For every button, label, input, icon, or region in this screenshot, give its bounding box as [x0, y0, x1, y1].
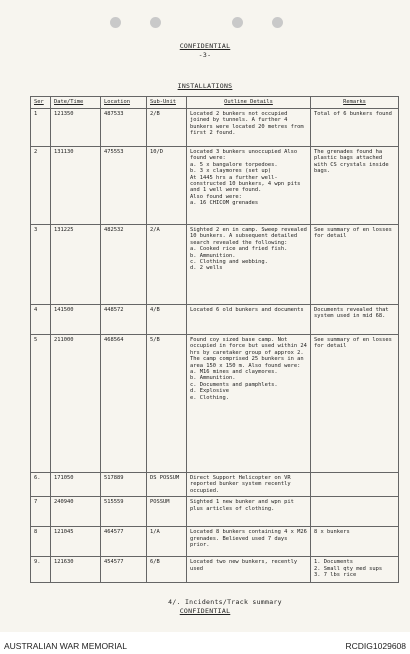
table-row — [31, 527, 399, 557]
cell-details: Located 8 bunkers containing 4 x M26 grenades. Believed used 7 days prior. — [187, 527, 311, 557]
cell-details: Located 3 bunkers unoccupied Also found were: a. 5 x bangalore torpedoes. b. 3 x claymores (set up) At 1445 hrs a further well-constructed 10 bunkers, 4 wpn pits and 1 well were found. Also found were: a. 16 CHICOM grenades — [187, 147, 311, 225]
document-title: INSTALLATIONS — [177, 82, 233, 90]
col-header-ser: Ser — [31, 97, 51, 109]
cell-date: 171050 — [51, 473, 101, 497]
cell-unit: 6/B — [147, 557, 187, 583]
cell-remarks: 8 x bunkers — [311, 527, 399, 557]
cell-location: 487533 — [101, 109, 147, 147]
classification-top: CONFIDENTIAL — [179, 42, 231, 50]
binder-hole — [232, 17, 243, 28]
classification-bottom: CONFIDENTIAL — [179, 607, 231, 615]
cell-ser: 3 — [31, 225, 51, 305]
binder-hole — [110, 17, 121, 28]
cell-date: 131225 — [51, 225, 101, 305]
col-header-details: Outline Details — [187, 97, 311, 109]
cell-remarks: The grenades found ha plastic bags attached with CS crystals inside bags. — [311, 147, 399, 225]
footer-institution: AUSTRALIAN WAR MEMORIAL — [4, 641, 127, 651]
table-row — [31, 557, 399, 583]
cell-ser: 4 — [31, 305, 51, 335]
cell-date: 121045 — [51, 527, 101, 557]
cell-location: 468564 — [101, 335, 147, 473]
installations-table — [30, 96, 399, 583]
next-page-note: 4/. Incidents/Track summary — [168, 598, 282, 606]
table-row — [31, 335, 399, 473]
cell-date: 141500 — [51, 305, 101, 335]
cell-details: Direct Support Helicopter on VR reported bunker system recently occupied. — [187, 473, 311, 497]
cell-details: Sighted 1 new bunker and wpn pit plus articles of clothing. — [187, 497, 311, 527]
cell-location: 464577 — [101, 527, 147, 557]
binder-hole — [150, 17, 161, 28]
table-row — [31, 147, 399, 225]
cell-date: 121630 — [51, 557, 101, 583]
cell-details: Sighted 2 en in camp. Sweep revealed 10 bunkers. A subsequent detailed search revealed the following: a. Cooked rice and fried fish. b. Ammunition. c. Clothing and webbing. d. 2 wells — [187, 225, 311, 305]
cell-unit: 4/B — [147, 305, 187, 335]
cell-unit: 5/B — [147, 335, 187, 473]
cell-ser: 5 — [31, 335, 51, 473]
cell-unit: 2/A — [147, 225, 187, 305]
table-row — [31, 473, 399, 497]
cell-location: 482532 — [101, 225, 147, 305]
cell-ser: 1 — [31, 109, 51, 147]
cell-remarks: Documents revealed that system used in mid 68. — [311, 305, 399, 335]
binder-hole — [272, 17, 283, 28]
table-row — [31, 305, 399, 335]
cell-unit: 2/B — [147, 109, 187, 147]
cell-location: 454577 — [101, 557, 147, 583]
cell-unit: 10/D — [147, 147, 187, 225]
cell-location: 515559 — [101, 497, 147, 527]
cell-ser: 6. — [31, 473, 51, 497]
cell-date: 131130 — [51, 147, 101, 225]
table-header-row — [31, 97, 399, 109]
cell-ser: 7 — [31, 497, 51, 527]
cell-location: 475553 — [101, 147, 147, 225]
table-row — [31, 109, 399, 147]
col-header-remarks: Remarks — [311, 97, 399, 109]
cell-remarks — [311, 473, 399, 497]
cell-date: 121350 — [51, 109, 101, 147]
cell-remarks — [311, 497, 399, 527]
cell-unit: 1/A — [147, 527, 187, 557]
table-row — [31, 225, 399, 305]
col-header-location: Location — [101, 97, 147, 109]
cell-details: Located 2 bunkers not occupied joined by tunnels. A further 4 bunkers were located 20 metres from first 2 found. — [187, 109, 311, 147]
cell-remarks: 1. Documents 2. Small qty med sups 3. 7 lbs rice — [311, 557, 399, 583]
cell-details: Located 6 old bunkers and documents — [187, 305, 311, 335]
cell-unit: POSSUM — [147, 497, 187, 527]
cell-details: Located two new bunkers, recently used — [187, 557, 311, 583]
page-mark: -3- — [198, 51, 212, 59]
cell-ser: 8 — [31, 527, 51, 557]
cell-location: 517889 — [101, 473, 147, 497]
cell-unit: DS POSSUM — [147, 473, 187, 497]
archive-footer — [0, 632, 410, 654]
cell-date: 240940 — [51, 497, 101, 527]
col-header-date: Date/Time — [51, 97, 101, 109]
cell-location: 448572 — [101, 305, 147, 335]
cell-remarks: Total of 6 bunkers found — [311, 109, 399, 147]
cell-ser: 2 — [31, 147, 51, 225]
cell-date: 211000 — [51, 335, 101, 473]
cell-ser: 9. — [31, 557, 51, 583]
cell-remarks: See summary of en losses for detail — [311, 225, 399, 305]
table-row — [31, 497, 399, 527]
cell-remarks: See summary of en losses for detail — [311, 335, 399, 473]
cell-details: Found coy sized base camp. Not occupied in force but used within 24 hrs by caretaker group of approx 2. The camp comprised 25 bunkers in an area 150 x 150 m. Also found were: a. M16 mines and claymores. b. Ammunition. c. Documents and pamphlets. d. Explosive e. Clothing. — [187, 335, 311, 473]
col-header-unit: Sub-Unit — [147, 97, 187, 109]
footer-reference: RCDIG1029608 — [345, 641, 406, 651]
